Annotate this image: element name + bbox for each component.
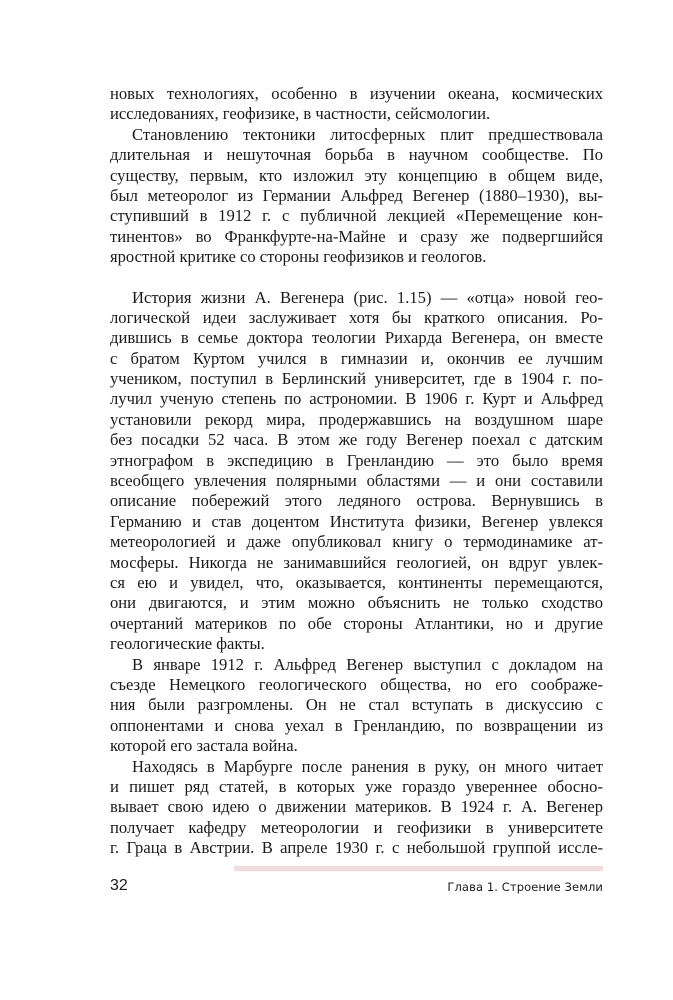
- paragraph: [110, 84, 603, 125]
- text-line: которой его застала война.: [110, 736, 298, 756]
- text-line: геологические факты.: [110, 634, 265, 654]
- text-line: учеником, поступил в Берлинский университет, где в 1904 г. по-: [110, 369, 603, 389]
- paragraph: [110, 655, 603, 757]
- text-line: мосферы. Никогда не занимавшийся геологией, он вдруг увлек-: [110, 552, 603, 572]
- text-line: логической идеи заслуживает хотя бы краткого описания. Ро-: [110, 307, 603, 327]
- text-line: г. Граца в Австрии. В апреле 1930 г. с небольшой группой иссле-: [110, 838, 603, 858]
- text-line: описание побережий этого ледяного острова. Вернувшись в: [110, 491, 603, 511]
- text-line: вывает свою идею о движении материков. В 1924 г. А. Вегенер: [110, 797, 603, 817]
- text-line: был метеоролог из Германии Альфред Вегенер (1880–1930), вы-: [110, 185, 603, 205]
- running-title: Глава 1. Строение Земли: [447, 880, 603, 894]
- text-line: съезде Немецкого геологического общества, но его соображе-: [110, 674, 603, 694]
- text-line: метеорологией и даже опубликовал книгу о термодинамике ат-: [110, 532, 603, 552]
- text-line: исследованиях, геофизике, в частности, сейсмологии.: [110, 104, 491, 124]
- text-line: длительная и нешуточная борьба в научном сообществе. По: [110, 145, 603, 165]
- text-line: Германию и став доцентом Института физики, Вегенер увлекся: [110, 511, 603, 531]
- paragraph: [110, 125, 603, 268]
- text-line: очертаний материков по обе стороны Атлантики, но и другие: [110, 613, 603, 633]
- text-line: лучил ученую степень по астрономии. В 1906 г. Курт и Альфред: [110, 389, 603, 409]
- text-line: В январе 1912 г. Альфред Вегенер выступил с докладом на: [132, 654, 603, 674]
- text-line: тинентов» во Франкфурте-на-Майне и сразу же подвергшийся: [110, 226, 603, 246]
- text-line: Становлению тектоники литосферных плит предшествовала: [132, 124, 603, 144]
- text-line: яростной критике со стороны геофизиков и геологов.: [110, 247, 487, 267]
- text-line: всеобщего увлечения полярными областями — и они составили: [110, 471, 603, 491]
- text-line: этнографом в экспедицию в Гренландию — это было время: [110, 450, 603, 470]
- text-line: получает кафедру метеорологии и геофизики в университете: [110, 817, 603, 837]
- footer-rule: [234, 866, 603, 871]
- body-text: [110, 84, 603, 858]
- text-line: с братом Куртом учился в гимназии и, окончив ее лучшим: [110, 348, 603, 368]
- text-line: новых технологиях, особенно в изучении океана, космических: [110, 84, 603, 103]
- text-line: и пишет ряд статей, в которых уже гораздо увереннее обосно-: [110, 776, 603, 796]
- text-line: ступивший в 1912 г. с публичной лекцией «Перемещение кон-: [110, 206, 603, 226]
- text-line: без посадки 52 часа. В этом же году Вегенер поехал с датским: [110, 430, 603, 450]
- text-line: ся ею и увидел, что, оказывается, континенты перемещаются,: [110, 572, 603, 592]
- text-line: существу, первым, кто изложил эту концепцию в общем виде,: [110, 165, 603, 185]
- text-line: оппонентами и снова уехал в Гренландию, по возвращении из: [110, 715, 603, 735]
- text-line: ния были разгромлены. Он не стал вступать в дискуссию с: [110, 695, 603, 715]
- paragraph: [110, 288, 603, 655]
- text-line: они двигаются, и этим можно объяснить не только сходство: [110, 593, 603, 613]
- page-number: 32: [110, 877, 128, 894]
- text-line: История жизни А. Вегенера (рис. 1.15) — «отца» новой гео-: [132, 287, 603, 307]
- text-line: установили рекорд мира, продержавшись на воздушном шаре: [110, 409, 603, 429]
- text-line: дившись в семье доктора теологии Рихарда Вегенера, он вместе: [110, 328, 603, 348]
- paragraph: [110, 757, 603, 859]
- text-line: Находясь в Марбурге после ранения в руку, он много читает: [132, 756, 603, 776]
